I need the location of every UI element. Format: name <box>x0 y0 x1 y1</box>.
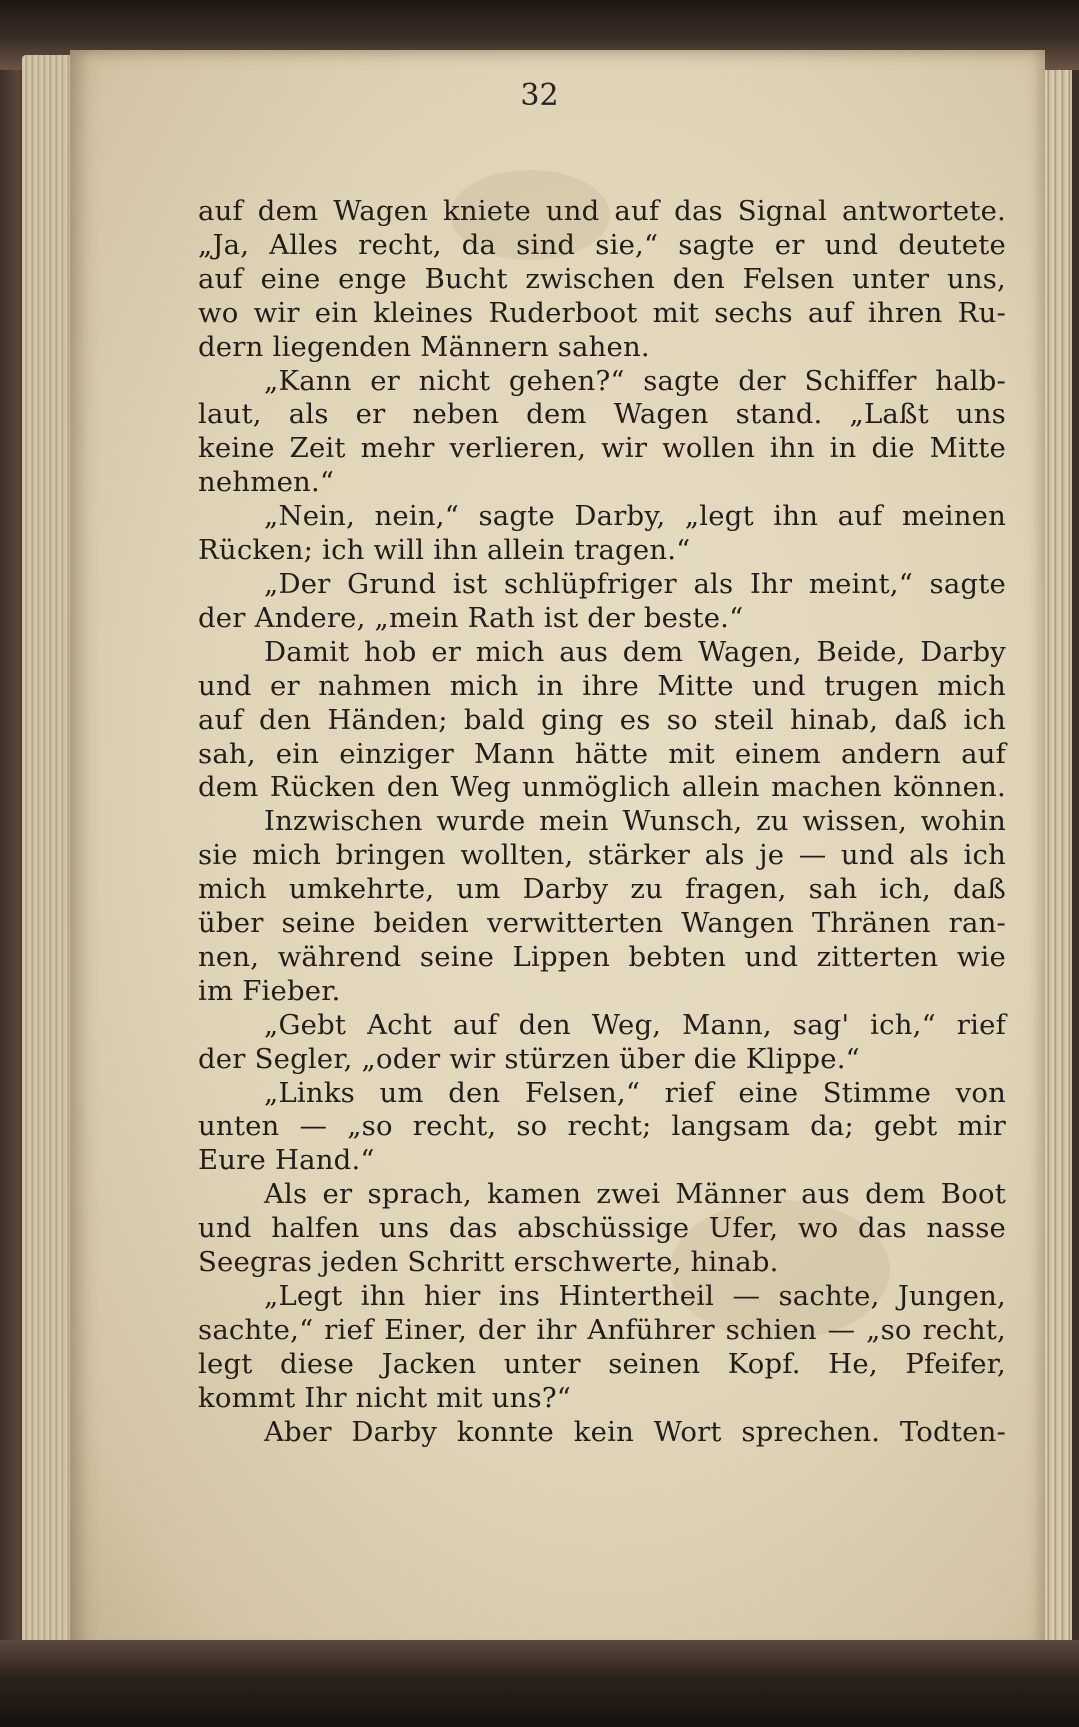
text-line: „Der Grund ist schlüpfriger als Ihr meint,“ sagte <box>264 567 1006 600</box>
text-line: legt diese Jacken unter seinen Kopf. He, Pfeifer, <box>198 1347 1006 1380</box>
text-line: und er nahmen mich in ihre Mitte und trugen mich <box>198 669 1006 702</box>
text-line: unten — „so recht, so recht; langsam da; gebt mir <box>198 1110 1006 1143</box>
text-line: Rücken; ich will ihn allein tragen.“ <box>198 534 691 567</box>
text-line: sah, ein einziger Mann hätte mit einem andern auf <box>198 737 1006 770</box>
text-line: laut, als er neben dem Wagen stand. „Laßt uns <box>198 398 1006 431</box>
book-cover-bottom-edge <box>0 1640 1079 1727</box>
text-line: nen, während seine Lippen bebten und zitterten wie <box>198 940 1006 973</box>
text-line: „Gebt Acht auf den Weg, Mann, sag' ich,“ rief <box>264 1008 1006 1041</box>
body-text <box>198 195 1006 1450</box>
text-line: keine Zeit mehr verlieren, wir wollen ihn in die Mitte <box>198 432 1006 465</box>
text-line: nehmen.“ <box>198 466 335 499</box>
text-line: „Kann er nicht gehen?“ sagte der Schiffer halb- <box>264 364 1006 397</box>
text-line: „Nein, nein,“ sagte Darby, „legt ihn auf meinen <box>264 500 1006 533</box>
text-line: im Fieber. <box>198 974 341 1007</box>
text-line: dem Rücken den Weg unmöglich allein machen können. <box>198 771 1006 804</box>
text-line: „Ja, Alles recht, da sind sie,“ sagte er und deutete <box>198 228 1006 261</box>
text-line: der Segler, „oder wir stürzen über die Klippe.“ <box>198 1042 860 1075</box>
text-line: über seine beiden verwitterten Wangen Thränen ran- <box>198 907 1006 940</box>
text-line: Als er sprach, kamen zwei Männer aus dem Boot <box>264 1178 1006 1211</box>
text-line: mich umkehrte, um Darby zu fragen, sah ich, daß <box>198 873 1006 906</box>
page-number: 32 <box>520 78 559 113</box>
text-line: Seegras jeden Schritt erschwerte, hinab. <box>198 1246 779 1279</box>
text-line: auf eine enge Bucht zwischen den Felsen unter uns, <box>198 262 1006 295</box>
text-line: „Links um den Felsen,“ rief eine Stimme von <box>264 1076 1006 1109</box>
text-line: Eure Hand.“ <box>198 1144 375 1177</box>
text-line: Aber Darby konnte kein Wort sprechen. Todten- <box>264 1415 1006 1448</box>
text-line: der Andere, „mein Rath ist der beste.“ <box>198 601 744 634</box>
text-line: Inzwischen wurde mein Wunsch, zu wissen, wohin <box>264 805 1006 838</box>
text-line: dern liegenden Männern sahen. <box>198 330 650 363</box>
text-line: Damit hob er mich aus dem Wagen, Beide, Darby <box>264 635 1006 668</box>
text-line: sachte,“ rief Einer, der ihr Anführer schien — „so recht, <box>198 1313 1006 1346</box>
text-line: und halfen uns das abschüssige Ufer, wo das nasse <box>198 1212 1006 1245</box>
text-line: kommt Ihr nicht mit uns?“ <box>198 1381 572 1414</box>
text-line: auf den Händen; bald ging es so steil hinab, daß ich <box>198 703 1006 736</box>
text-line: auf dem Wagen kniete und auf das Signal antwortete. <box>198 195 1006 227</box>
text-line: sie mich bringen wollten, stärker als je — und als ich <box>198 839 1006 872</box>
text-line: wo wir ein kleines Ruderboot mit sechs auf ihren Ru- <box>198 296 1006 329</box>
text-line: „Legt ihn hier ins Hintertheil — sachte, Jungen, <box>264 1280 1006 1312</box>
